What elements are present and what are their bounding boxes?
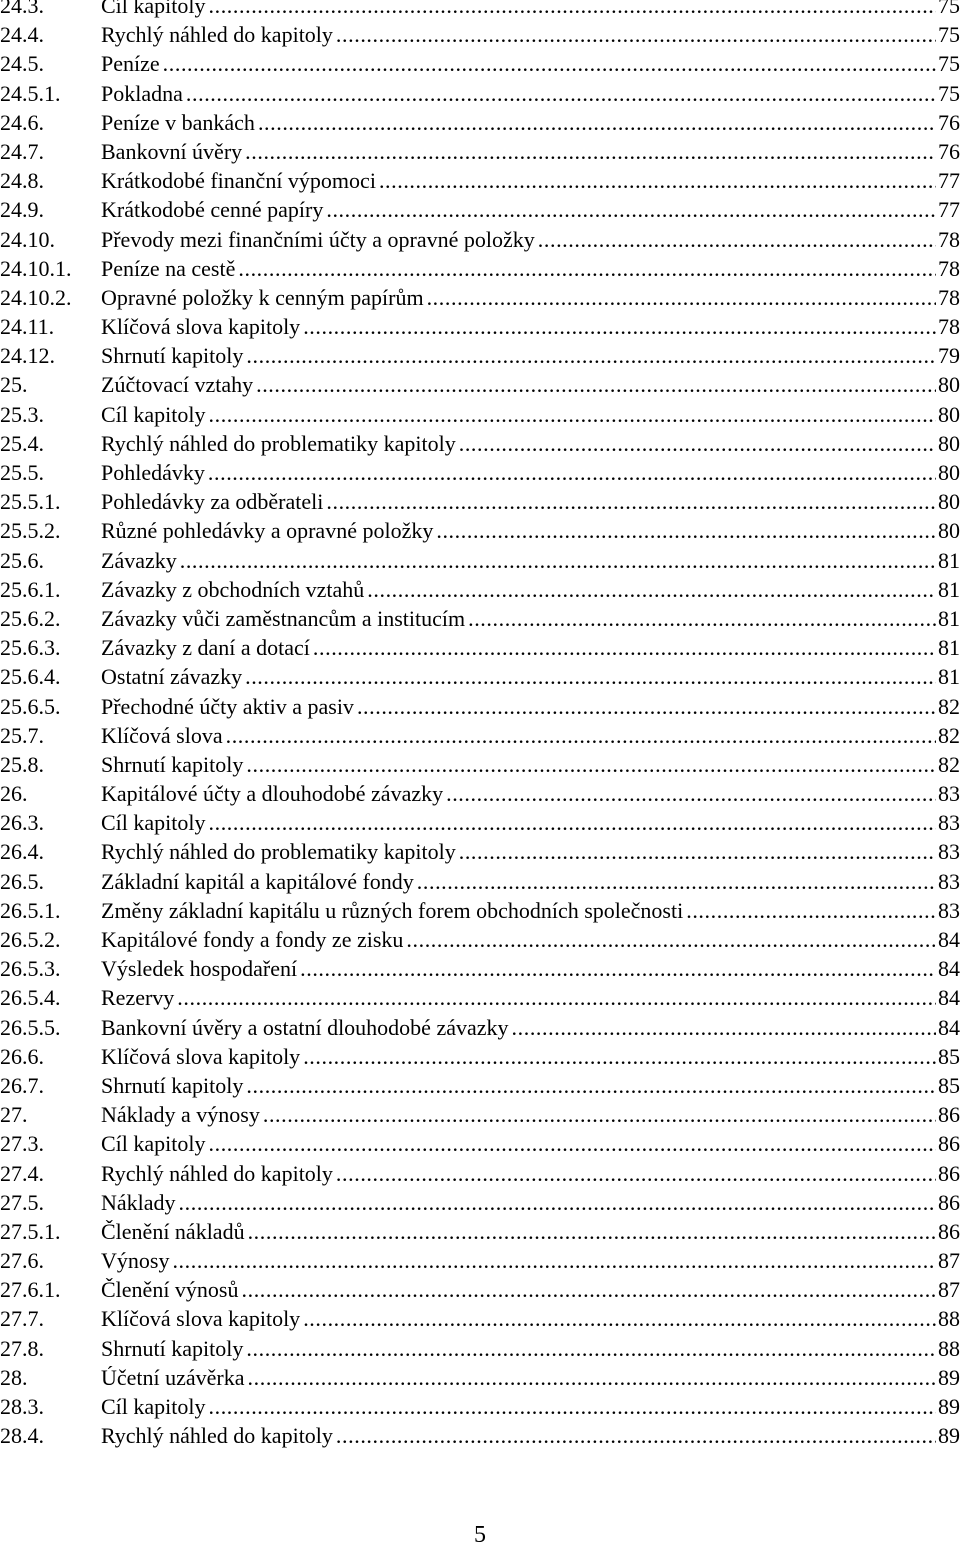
toc-entry[interactable] — [0, 986, 960, 1015]
toc-entry-number: 25.4. — [0, 431, 44, 456]
toc-entry-page: 75 — [938, 0, 960, 18]
toc-dot-leader — [209, 1132, 937, 1156]
toc-entry-page: 77 — [938, 169, 960, 194]
toc-entry[interactable] — [0, 82, 960, 111]
toc-entry-number: 28. — [0, 1365, 28, 1390]
toc-entry[interactable] — [0, 549, 960, 578]
toc-entry-title: Shrnutí kapitoly — [101, 1073, 244, 1098]
toc-entry[interactable] — [0, 1307, 960, 1336]
toc-dot-leader — [238, 257, 936, 281]
toc-entry-title: Závazky — [101, 548, 177, 573]
toc-entry-title: Zúčtovací vztahy — [101, 373, 254, 398]
toc-entry-page: 83 — [938, 811, 960, 836]
toc-dot-leader — [303, 1307, 936, 1331]
toc-entry-number: 25. — [0, 373, 28, 398]
toc-entry-number: 25.5.2. — [0, 519, 61, 544]
toc-dot-leader — [538, 228, 936, 252]
toc-entry-page: 84 — [938, 1015, 960, 1040]
toc-dot-leader — [256, 373, 936, 397]
toc-entry-page: 87 — [938, 1249, 960, 1274]
toc-entry-title: Převody mezi finančními účty a opravné položky — [101, 227, 535, 252]
toc-dot-leader — [248, 1220, 936, 1244]
toc-entry[interactable] — [0, 519, 960, 548]
toc-entry-title: Přechodné účty aktiv a pasiv — [101, 694, 354, 719]
toc-dot-leader — [186, 82, 936, 106]
toc-dot-leader — [245, 665, 936, 689]
toc-entry-title: Závazky vůči zaměstnancům a institucím — [101, 606, 466, 631]
toc-entry-title: Cíl kapitoly — [101, 811, 206, 836]
toc-entry-title: Cíl kapitoly — [101, 402, 206, 427]
toc-dot-leader — [246, 753, 936, 777]
toc-entry-number: 27.7. — [0, 1307, 44, 1332]
toc-entry[interactable] — [0, 1366, 960, 1395]
toc-entry-number: 24.10.2. — [0, 285, 72, 310]
toc-entry[interactable] — [0, 1424, 960, 1453]
toc-dot-leader — [245, 140, 936, 164]
toc-entry-page: 78 — [938, 227, 960, 252]
toc-entry-page: 81 — [938, 577, 960, 602]
toc-dot-leader — [468, 607, 936, 631]
toc-entry[interactable] — [0, 286, 960, 315]
toc-entry-page: 81 — [938, 548, 960, 573]
toc-dot-leader — [427, 286, 936, 310]
toc-entry-page: 87 — [938, 1278, 960, 1303]
toc-entry-title: Kapitálové účty a dlouhodobé závazky — [101, 782, 444, 807]
toc-entry-number: 26.5.5. — [0, 1015, 61, 1040]
toc-entry-title: Různé pohledávky a opravné položky — [101, 519, 434, 544]
toc-entry[interactable] — [0, 753, 960, 782]
toc-entry[interactable] — [0, 1249, 960, 1278]
toc-entry-number: 24.7. — [0, 139, 44, 164]
toc-entry-title: Klíčová slova kapitoly — [101, 315, 301, 340]
toc-dot-leader — [446, 782, 936, 806]
toc-entry-title: Rychlý náhled do kapitoly — [101, 1424, 333, 1449]
toc-entry-page: 89 — [938, 1365, 960, 1390]
toc-entry-title: Náklady — [101, 1190, 176, 1215]
toc-entry-title: Pohledávky za odběrateli — [101, 490, 324, 515]
toc-dot-leader — [336, 23, 936, 47]
toc-dot-leader — [226, 724, 936, 748]
toc-entry-number: 26.5.4. — [0, 986, 61, 1011]
toc-entry[interactable] — [0, 228, 960, 257]
toc-dot-leader — [209, 811, 937, 835]
toc-entry-page: 86 — [938, 1190, 960, 1215]
toc-dot-leader — [357, 695, 936, 719]
toc-dot-leader — [172, 1249, 936, 1273]
toc-entry-title: Bankovní úvěry — [101, 139, 243, 164]
toc-entry-number: 25.5.1. — [0, 490, 61, 515]
toc-entry-page: 79 — [938, 344, 960, 369]
toc-entry-title: Cíl kapitoly — [101, 1132, 206, 1157]
toc-entry-number: 27.4. — [0, 1161, 44, 1186]
toc-entry-number: 24.5.1. — [0, 81, 61, 106]
toc-dot-leader — [208, 461, 936, 485]
toc-entry-number: 25.7. — [0, 723, 44, 748]
toc-entry-title: Klíčová slova kapitoly — [101, 1307, 301, 1332]
toc-dot-leader — [686, 899, 936, 923]
toc-entry[interactable] — [0, 169, 960, 198]
toc-entry-title: Rychlý náhled do problematiky kapitoly — [101, 840, 456, 865]
toc-entry-number: 26.5.1. — [0, 898, 61, 923]
toc-entry[interactable] — [0, 899, 960, 928]
toc-entry-title: Ostatní závazky — [101, 665, 243, 690]
toc-dot-leader — [459, 840, 936, 864]
toc-entry-number: 25.6.1. — [0, 577, 61, 602]
toc-entry-page: 84 — [938, 928, 960, 952]
toc-dot-leader — [258, 111, 936, 135]
toc-entry-title: Peníze — [101, 52, 160, 77]
toc-entry-page: 86 — [938, 1161, 960, 1186]
toc-dot-leader — [436, 519, 936, 543]
toc-entry-number: 24.11. — [0, 315, 55, 340]
toc-entry[interactable] — [0, 695, 960, 724]
toc-dot-leader — [263, 1103, 936, 1127]
toc-entry[interactable] — [0, 1103, 960, 1132]
toc-entry-number: 27.8. — [0, 1336, 44, 1361]
toc-entry-number: 26. — [0, 782, 28, 807]
toc-entry-page: 86 — [938, 1132, 960, 1157]
toc-entry-title: Opravné položky k cenným papírům — [101, 285, 424, 310]
toc-entry-page: 78 — [938, 285, 960, 310]
toc-entry[interactable] — [0, 636, 960, 665]
toc-entry-number: 25.6.3. — [0, 636, 61, 661]
toc-entry-number: 24.3. — [0, 0, 44, 18]
toc-entry-title: Peníze v bankách — [101, 110, 255, 135]
toc-entry-page: 75 — [938, 81, 960, 106]
toc-entry-number: 26.5.2. — [0, 928, 61, 952]
toc-entry-number: 24.5. — [0, 52, 44, 77]
toc-entry-page: 83 — [938, 840, 960, 865]
toc-entry-title: Změny základní kapitálu u různých forem obchodních společnosti — [101, 898, 684, 923]
toc-entry-number: 24.9. — [0, 198, 44, 223]
toc-entry-number: 24.10. — [0, 227, 55, 252]
toc-entry[interactable] — [0, 432, 960, 461]
toc-entry-title: Výnosy — [101, 1249, 170, 1274]
toc-entry-page: 82 — [938, 752, 960, 777]
toc-entry-page: 86 — [938, 1103, 960, 1128]
toc-entry-number: 28.3. — [0, 1395, 44, 1419]
toc-entry-page: 80 — [938, 431, 960, 456]
toc-entry-title: Členění nákladů — [101, 1219, 245, 1244]
toc-entry-page: 77 — [938, 198, 960, 223]
toc-dot-leader — [248, 1366, 936, 1390]
toc-entry[interactable] — [0, 1162, 960, 1191]
toc-entry-page: 85 — [938, 1044, 960, 1069]
toc-entry-title: Shrnutí kapitoly — [101, 1336, 244, 1361]
toc-dot-leader — [209, 1395, 937, 1419]
toc-entry-page: 81 — [938, 636, 960, 661]
toc-entry[interactable] — [0, 0, 960, 23]
toc-entry-page: 83 — [938, 869, 960, 894]
toc-entry-page: 80 — [938, 461, 960, 485]
toc-entry-number: 25.6.5. — [0, 694, 61, 719]
toc-entry-title: Kapitálové fondy a fondy ze zisku — [101, 928, 404, 952]
toc-entry[interactable] — [0, 1016, 960, 1045]
toc-entry[interactable] — [0, 373, 960, 402]
toc-entry[interactable] — [0, 257, 960, 286]
toc-entry-number: 27.5. — [0, 1190, 44, 1215]
toc-entry-page: 76 — [938, 139, 960, 164]
toc-entry-title: Účetní uzávěrka — [101, 1365, 245, 1390]
toc-entry-number: 27.5.1. — [0, 1219, 61, 1244]
toc-entry-title: Rezervy — [101, 986, 175, 1011]
toc-entry[interactable] — [0, 23, 960, 52]
toc-entry-page: 81 — [938, 665, 960, 690]
toc-entry-number: 25.8. — [0, 752, 44, 777]
toc-entry[interactable] — [0, 1395, 960, 1424]
toc-entry-number: 24.10.1. — [0, 256, 72, 281]
toc-entry-page: 89 — [938, 1424, 960, 1449]
toc-entry[interactable] — [0, 111, 960, 140]
toc-dot-leader — [179, 1191, 936, 1215]
toc-entry[interactable] — [0, 490, 960, 519]
toc-entry-number: 25.6.2. — [0, 606, 61, 631]
toc-entry[interactable] — [0, 1220, 960, 1249]
toc-entry-page: 89 — [938, 1395, 960, 1419]
toc-entry[interactable] — [0, 1337, 960, 1366]
toc-entry[interactable] — [0, 870, 960, 899]
toc-dot-leader — [367, 578, 936, 602]
toc-entry[interactable] — [0, 315, 960, 344]
toc-entry[interactable] — [0, 840, 960, 869]
toc-dot-leader — [336, 1162, 936, 1186]
toc-dot-leader — [163, 52, 936, 76]
toc-entry-number: 24.4. — [0, 23, 44, 48]
toc-entry[interactable] — [0, 140, 960, 169]
toc-entry-title: Pohledávky — [101, 461, 205, 485]
toc-entry-page: 82 — [938, 723, 960, 748]
toc-entry-title: Základní kapitál a kapitálové fondy — [101, 869, 414, 894]
toc-entry-title: Cíl kapitoly — [101, 0, 206, 18]
toc-dot-leader — [209, 403, 937, 427]
toc-entry-title: Náklady a výnosy — [101, 1103, 260, 1128]
toc-entry[interactable] — [0, 1074, 960, 1103]
toc-entry[interactable] — [0, 344, 960, 373]
toc-entry-title: Shrnutí kapitoly — [101, 752, 244, 777]
toc-entry-title: Bankovní úvěry a ostatní dlouhodobé závazky — [101, 1015, 509, 1040]
toc-entry-title: Závazky z daní a dotací — [101, 636, 310, 661]
toc-entry[interactable] — [0, 403, 960, 432]
toc-dot-leader — [336, 1424, 936, 1448]
toc-entry-title: Cíl kapitoly — [101, 1395, 206, 1419]
toc-dot-leader — [512, 1016, 936, 1040]
toc-entry-number: 26.3. — [0, 811, 44, 836]
toc-dot-leader — [313, 636, 936, 660]
toc-entry-title: Peníze na cestě — [101, 256, 236, 281]
toc-entry[interactable] — [0, 782, 960, 811]
toc-entry-page: 84 — [938, 957, 960, 982]
toc-dot-leader — [326, 490, 936, 514]
toc-entry-title: Rychlý náhled do kapitoly — [101, 1161, 333, 1186]
toc-entry[interactable] — [0, 1191, 960, 1220]
toc-dot-leader — [246, 344, 936, 368]
toc-entry-page: 76 — [938, 110, 960, 135]
toc-entry-title: Výsledek hospodaření — [101, 957, 298, 982]
toc-entry-number: 24.6. — [0, 110, 44, 135]
toc-entry-page: 80 — [938, 519, 960, 544]
toc-entry[interactable] — [0, 811, 960, 840]
toc-dot-leader — [379, 169, 936, 193]
toc-entry-title: Klíčová slova — [101, 723, 223, 748]
toc-entry-title: Klíčová slova kapitoly — [101, 1044, 301, 1069]
toc-entry-page: 75 — [938, 52, 960, 77]
toc-dot-leader — [417, 870, 936, 894]
toc-entry[interactable] — [0, 461, 960, 490]
toc-dot-leader — [246, 1337, 936, 1361]
toc-entry-page: 78 — [938, 256, 960, 281]
toc-dot-leader — [246, 1074, 936, 1098]
toc-entry-number: 25.6. — [0, 548, 44, 573]
toc-entry[interactable] — [0, 52, 960, 81]
toc-entry-page: 83 — [938, 782, 960, 807]
page-number: 5 — [474, 1522, 486, 1548]
toc-entry-page: 80 — [938, 490, 960, 515]
toc-entry-page: 80 — [938, 402, 960, 427]
toc-entry-page: 86 — [938, 1219, 960, 1244]
toc-entry-page: 85 — [938, 1073, 960, 1098]
toc-entry-number: 28.4. — [0, 1424, 44, 1449]
toc-entry-title: Krátkodobé finanční výpomoci — [101, 169, 376, 194]
toc-entry[interactable] — [0, 607, 960, 636]
toc-entry-page: 83 — [938, 898, 960, 923]
toc-dot-leader — [242, 1278, 937, 1302]
toc-entry-number: 27.3. — [0, 1132, 44, 1157]
toc-entry[interactable] — [0, 724, 960, 753]
toc-entry-number: 25.5. — [0, 461, 44, 485]
toc-entry-title: Shrnutí kapitoly — [101, 344, 244, 369]
toc-entry-title: Krátkodobé cenné papíry — [101, 198, 324, 223]
toc-dot-leader — [459, 432, 936, 456]
toc-entry[interactable] — [0, 1132, 960, 1161]
toc-entry-title: Pokladna — [101, 81, 183, 106]
toc-entry-number: 25.6.4. — [0, 665, 61, 690]
toc-dot-leader — [303, 315, 936, 339]
toc-dot-leader — [300, 957, 936, 981]
toc-entry[interactable] — [0, 665, 960, 694]
toc-entry[interactable] — [0, 928, 960, 957]
toc-entry-title: Členění výnosů — [101, 1278, 239, 1303]
toc-dot-leader — [177, 986, 936, 1010]
toc-entry-page: 81 — [938, 606, 960, 631]
toc-entry-page: 84 — [938, 986, 960, 1011]
toc-entry[interactable] — [0, 198, 960, 227]
toc-entry-title: Rychlý náhled do problematiky kapitoly — [101, 431, 456, 456]
toc-entry-page: 78 — [938, 315, 960, 340]
toc-dot-leader — [209, 0, 937, 18]
toc-entry[interactable] — [0, 1045, 960, 1074]
toc-entry-page: 88 — [938, 1336, 960, 1361]
toc-dot-leader — [180, 549, 936, 573]
toc-dot-leader — [303, 1045, 936, 1069]
toc-entry-number: 27. — [0, 1103, 28, 1128]
toc-entry[interactable] — [0, 578, 960, 607]
toc-dot-leader — [406, 928, 936, 952]
toc-entry-number: 26.6. — [0, 1044, 44, 1069]
toc-entry-page: 82 — [938, 694, 960, 719]
toc-entry-number: 24.8. — [0, 169, 44, 194]
toc-entry-page: 88 — [938, 1307, 960, 1332]
toc-entry-number: 26.7. — [0, 1073, 44, 1098]
toc-entry[interactable] — [0, 957, 960, 986]
toc-entry-number: 26.5.3. — [0, 957, 61, 982]
toc-entry-number: 27.6. — [0, 1249, 44, 1274]
toc-entry-number: 24.12. — [0, 344, 55, 369]
toc-entry-page: 80 — [938, 373, 960, 398]
toc-entry-page: 75 — [938, 23, 960, 48]
toc-entry-number: 27.6.1. — [0, 1278, 61, 1303]
toc-entry[interactable] — [0, 1278, 960, 1307]
toc-entry-number: 25.3. — [0, 402, 44, 427]
toc-entry-number: 26.5. — [0, 869, 44, 894]
toc-entry-title: Rychlý náhled do kapitoly — [101, 23, 333, 48]
toc-entry-title: Závazky z obchodních vztahů — [101, 577, 365, 602]
toc-dot-leader — [326, 198, 936, 222]
toc-entry-number: 26.4. — [0, 840, 44, 865]
